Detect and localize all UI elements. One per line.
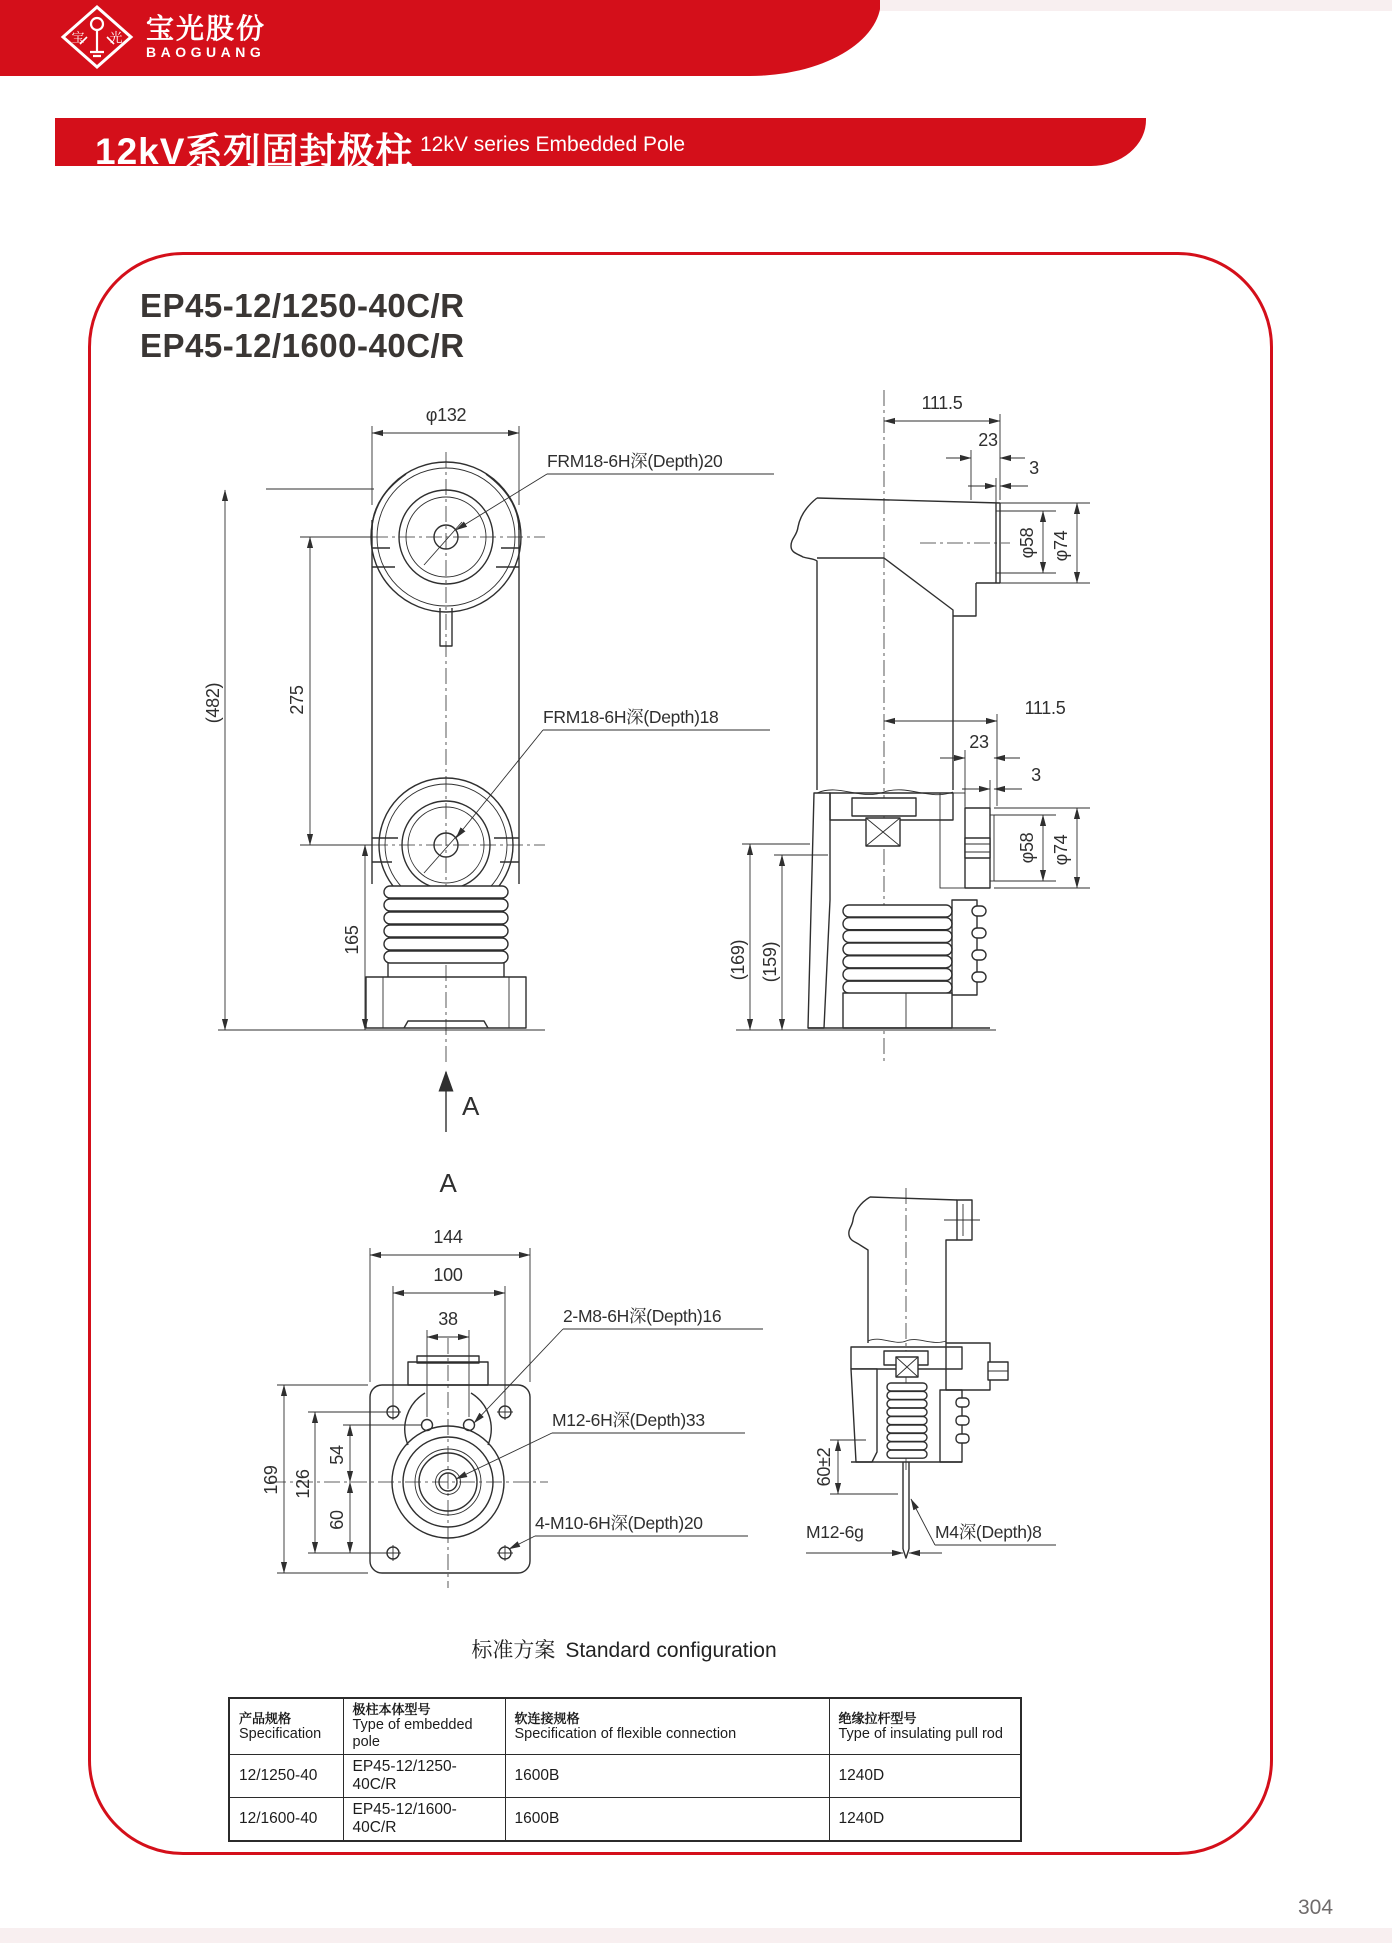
label-frm18-depth20: FRM18-6H深(Depth)20 (547, 451, 723, 471)
cell-rod-1: 1240D (829, 1755, 1021, 1798)
logo-company-name-en: BAOGUANG (146, 44, 266, 60)
label-m12: M12-6H深(Depth)33 (552, 1410, 705, 1430)
table-header-row (229, 1698, 1021, 1755)
label-4-m10: 4-M10-6H深(Depth)20 (535, 1513, 703, 1533)
cell-type-2: EP45-12/1600-40C/R (343, 1798, 505, 1842)
header-specification-zh: 产品规格 (239, 1710, 292, 1726)
table-row (229, 1755, 1021, 1798)
header-specification (229, 1698, 343, 1755)
pull-rod-view-drawing (806, 1188, 1056, 1558)
dim-54: 54 (327, 1445, 347, 1465)
dim-100: 100 (433, 1265, 463, 1285)
header-pull-rod-zh: 绝缘拉杆型号 (838, 1710, 917, 1726)
dim-lower-3: 3 (1031, 765, 1041, 785)
cell-rod-2: 1240D (829, 1798, 1021, 1842)
dim-upper-111-5: 111.5 (921, 393, 963, 413)
model-number-2: EP45-12/1600-40C/R (140, 327, 465, 364)
dim-126: 126 (293, 1469, 313, 1499)
dim-lower-23: 23 (969, 732, 989, 752)
front-view-drawing (203, 405, 774, 1198)
label-frm18-depth18: FRM18-6H深(Depth)18 (543, 707, 719, 727)
bottom-edge-strip (0, 1928, 1392, 1943)
dim-lower-111-5: 111.5 (1024, 698, 1066, 718)
header-pull-rod-en: Type of insulating pull rod (838, 1725, 1003, 1742)
header-pole-type (343, 1698, 505, 1755)
header-flexible-connection-zh: 软连接规格 (514, 1710, 580, 1726)
dim-60-plusminus-2: 60±2 (814, 1447, 834, 1487)
header-flexible-connection-en: Specification of flexible connection (514, 1725, 737, 1742)
dim-165: 165 (342, 925, 362, 955)
label-2-m8: 2-M8-6H深(Depth)16 (563, 1306, 722, 1326)
dim-482: (482) (203, 682, 223, 724)
table-row (229, 1798, 1021, 1842)
logo-char-left: 宝 (71, 30, 85, 45)
dim-60: 60 (327, 1510, 347, 1530)
cell-type-1: EP45-12/1250-40C/R (343, 1755, 505, 1798)
cell-flex-1: 1600B (505, 1755, 829, 1798)
dim-38: 38 (438, 1309, 458, 1329)
config-title-en: Standard configuration (565, 1639, 777, 1662)
model-number-1: EP45-12/1250-40C/R (140, 287, 465, 324)
page-number: 304 (1298, 1896, 1334, 1919)
section-a-view-drawing (261, 1227, 763, 1588)
dim-lower-phi74: φ74 (1051, 834, 1071, 866)
dim-159-paren: (159) (760, 941, 780, 983)
cell-flex-2: 1600B (505, 1798, 829, 1842)
logo-company-name-zh: 宝光股份 (146, 13, 267, 44)
dim-upper-phi74: φ74 (1051, 530, 1071, 562)
header-flexible-connection (505, 1698, 829, 1755)
dim-169-paren: (169) (728, 939, 748, 981)
header-specification-en: Specification (239, 1725, 322, 1742)
dim-169: 169 (261, 1465, 281, 1495)
section-arrow-label: A (462, 1091, 480, 1121)
header-pole-type-zh: 极柱本体型号 (352, 1702, 431, 1717)
side-section-view-drawing (728, 390, 1090, 1062)
config-title-zh: 标准方案 (471, 1639, 556, 1662)
dim-lower-phi58: φ58 (1017, 832, 1037, 864)
label-m12-6g: M12-6g (806, 1522, 864, 1542)
page-title: 12kV系列固封极柱 (95, 131, 414, 172)
cell-spec-1: 12/1250-40 (229, 1755, 343, 1798)
section-view-label: A (439, 1168, 457, 1198)
dim-upper-23: 23 (978, 430, 998, 450)
standard-configuration-table (228, 1697, 1022, 1842)
logo-char-right: 光 (109, 30, 123, 45)
dim-upper-3: 3 (1029, 458, 1039, 478)
page-title-en: 12kV series Embedded Pole (420, 133, 685, 156)
dim-275: 275 (287, 685, 307, 715)
header-pull-rod (829, 1698, 1021, 1755)
standard-configuration-title (228, 1634, 1020, 1664)
dim-144: 144 (433, 1227, 463, 1247)
header-pole-type-en: Type of embedded pole (352, 1717, 473, 1750)
dim-upper-phi58: φ58 (1017, 527, 1037, 559)
label-m4-depth8: M4深(Depth)8 (935, 1522, 1042, 1542)
dim-phi132: φ132 (425, 405, 467, 425)
cell-spec-2: 12/1600-40 (229, 1798, 343, 1842)
